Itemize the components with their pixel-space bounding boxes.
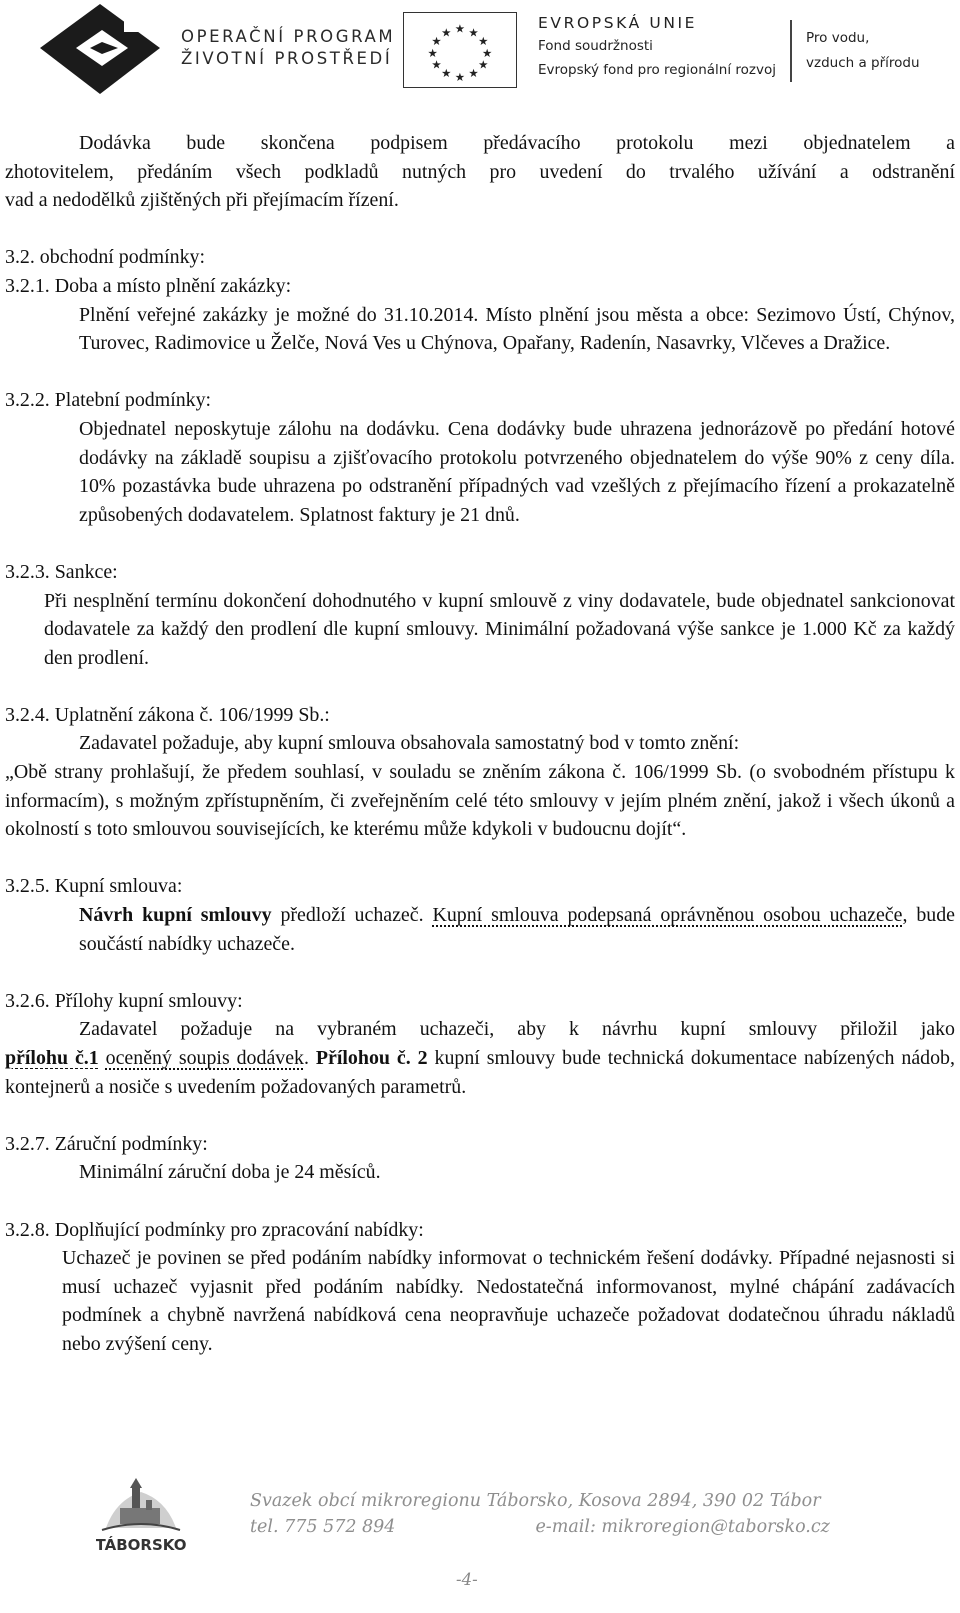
- heading-3-2-2: 3.2.2. Platební podmínky:: [5, 389, 212, 412]
- svg-text:★: ★: [482, 46, 493, 60]
- paragraph-3-2-5: Návrh kupní smlouvy předloží uchazeč. Kupní smlouva podepsaná oprávněnou osobou uchazeče, bude součástí nabídky uchazeče.: [79, 904, 956, 955]
- footer-contact: [250, 1488, 830, 1540]
- header-divider: [790, 20, 792, 82]
- contract-draft-bold: Návrh kupní smlouvy: [79, 904, 272, 927]
- footer-email[interactable]: e-mail: mikroregion@taborsko.cz: [535, 1517, 830, 1537]
- signed-contract-underlined: Kupní smlouva podepsaná oprávněnou osobou uchazeče: [432, 904, 903, 927]
- svg-text:★: ★: [478, 58, 489, 72]
- opzp-line-2: ŽIVOTNÍ PROSTŘEDÍ: [181, 49, 393, 68]
- attachment-2-bold: Přílohou č. 2: [315, 1047, 428, 1069]
- svg-text:★: ★: [431, 58, 442, 72]
- page-header: [0, 0, 960, 100]
- heading-3-2-5: 3.2.5. Kupní smlouva:: [5, 875, 183, 898]
- paragraph-3-2-1: Plnění veřejné zakázky je možné do 31.10.2014. Místo plnění jsou města a obce: Sezimovo Ústí, Chýnov, Turovec, Radimovice u Želče, Nová Ves u Chýnova, Opařany, Radenín, Nasavrky, Vlčeves a Dražice.: [79, 303, 955, 355]
- paragraph-3-2-4-quote: „Obě strany prohlašují, že předem souhlasí, v souladu se zněním zákona č. 106/1999 Sb. (o svobodném přístupu k informacím), s možným zpřístupněním, či zveřejněním celé této smlouvy v jejím plném znění, jakož i všech úkonů a okolností s toto smlouvou souvisejících, ke kterému může kdykoli v budoucnu dojít“.: [5, 761, 955, 841]
- footer-line-2: [250, 1514, 830, 1540]
- slogan-line-2: vzduch a přírodu: [806, 55, 920, 71]
- paragraph-3-2-6-b: přílohu č.1 oceněný soupis dodávek. Přílohou č. 2 kupní smlouvy bude technická dokumentace nabízených nádob, kontejnerů a nosiče s uvedením požadovaných parametrů.: [5, 1047, 955, 1098]
- opzp-logo-icon: [40, 2, 166, 98]
- paragraph-3-2-6-a: Zadavatel požaduje na vybraném uchazeči, aby k návrhu kupní smlouvy přiložil jako: [79, 1018, 955, 1041]
- svg-text:★: ★: [427, 46, 438, 60]
- svg-text:★: ★: [454, 22, 466, 36]
- eu-fund-1: Fond soudržnosti: [538, 38, 653, 54]
- heading-3-2-1: 3.2.1. Doba a místo plnění zakázky:: [5, 274, 292, 297]
- svg-text:★: ★: [468, 67, 479, 81]
- svg-text:★: ★: [454, 71, 466, 85]
- svg-text:★: ★: [431, 35, 442, 49]
- footer-logo-text: TÁBORSKO: [96, 1536, 186, 1554]
- slogan: [806, 26, 920, 76]
- opzp-title: [181, 26, 395, 70]
- svg-text:★: ★: [478, 35, 489, 49]
- paragraph-3-2-7: Minimální záruční doba je 24 měsíců.: [79, 1161, 381, 1184]
- svg-text:★: ★: [468, 26, 479, 40]
- heading-3-2: 3.2. obchodní podmínky:: [5, 246, 206, 269]
- intro-line-3: vad a nedodělků zjištěných při přejímacím řízení.: [5, 189, 399, 212]
- heading-3-2-6: 3.2.6. Přílohy kupní smlouvy:: [5, 989, 243, 1012]
- priced-list-underlined: oceněný soupis dodávek: [105, 1047, 304, 1069]
- heading-3-2-7: 3.2.7. Záruční podmínky:: [5, 1132, 208, 1155]
- paragraph-3-2-4-intro: Zadavatel požaduje, aby kupní smlouva obsahovala samostatný bod v tomto znění:: [79, 732, 740, 755]
- intro-line-1: Dodávka bude skončena podpisem předávacího protokolu mezi objednatelem a: [79, 132, 955, 154]
- svg-text:★: ★: [441, 67, 452, 81]
- footer-phone: tel. 775 572 894: [250, 1517, 396, 1537]
- heading-3-2-8: 3.2.8. Doplňující podmínky pro zpracování nabídky:: [5, 1218, 424, 1241]
- eu-fund-2: Evropský fond pro regionální rozvoj: [538, 62, 776, 78]
- opzp-line-1: OPERAČNÍ PROGRAM: [181, 27, 396, 46]
- paragraph-3-2-3: Při nesplnění termínu dokončení dohodnutého v kupní smlouvě z viny dodavatele, bude objednatel sankcionovat dodavatele za každý den prodlení dle kupní smlouvy. Minimální požadovaná výše sankce je 1.000 Kč za každý den prodlení.: [44, 589, 955, 669]
- eu-text-block: [538, 12, 776, 82]
- heading-3-2-4: 3.2.4. Uplatnění zákona č. 106/1999 Sb.:: [5, 703, 330, 726]
- document-body: [5, 129, 955, 1359]
- attachment-1-bold: přílohu č.1: [5, 1047, 99, 1069]
- footer-address: Svazek obcí mikroregionu Táborsko, Kosova 2894, 390 02 Tábor: [250, 1491, 821, 1511]
- slogan-line-1: Pro vodu,: [806, 30, 870, 46]
- eu-title: EVROPSKÁ UNIE: [538, 14, 698, 32]
- paragraph-3-2-2: Objednatel neposkytuje zálohu na dodávku. Cena dodávky bude uhrazena jednorázově po předání hotové dodávky na základě soupisu a zjišťovacího protokolu potvrzeného objednatelem do výše 90% z ceny díla. 10% pozastávka bude uhrazena po odstranění případných vad vzešlých z přejímacího řízení a prokazatelně způsobených dodavatelem. Splatnost faktury je 21 dnů.: [79, 417, 955, 526]
- intro-line-2: zhotovitelem, předáním všech podkladů nutných pro uvedení do trvalého užívání a odstranění: [5, 160, 955, 183]
- taborsko-logo-icon: [96, 1478, 186, 1556]
- paragraph-3-2-8: Uchazeč je povinen se před podáním nabídky informovat o technickém řešení dodávky. Případné nejasnosti si musí uchazeč vyjasnit před podáním nabídky. Nedostatečná informovanost, mylné chápání zadávacích podmínek a chybně navržená nabídková cena neopravňuje uchazeče požadovat dodatečnou úhradu nákladů nebo zvýšení ceny.: [62, 1247, 955, 1355]
- page-number: -4-: [456, 1570, 478, 1589]
- eu-flag-icon: [403, 12, 517, 88]
- svg-text:★: ★: [441, 26, 452, 40]
- heading-3-2-3: 3.2.3. Sankce:: [5, 560, 118, 583]
